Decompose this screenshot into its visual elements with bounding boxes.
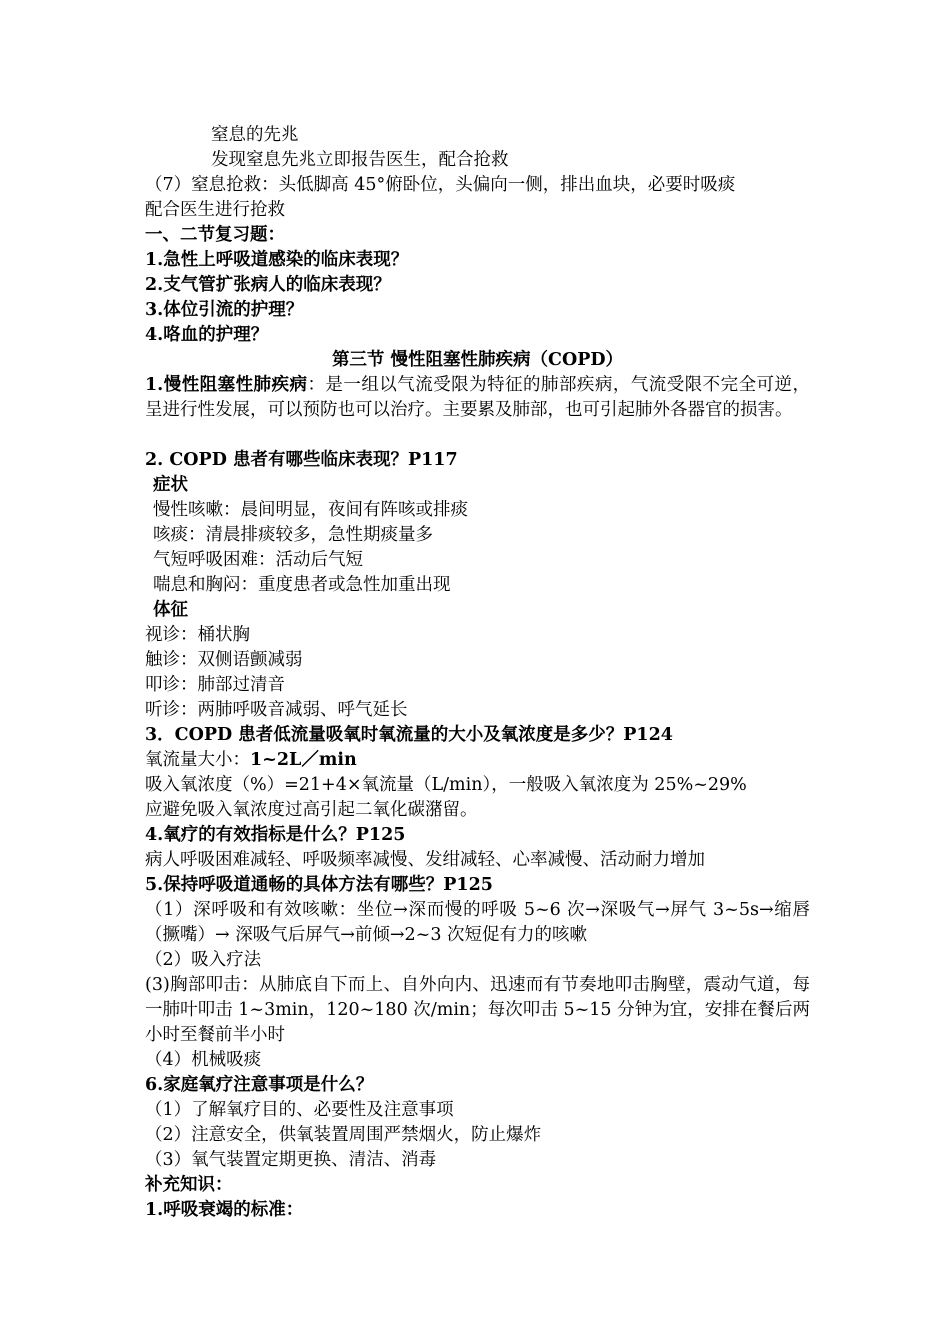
question-heading: 2. COPD 患者有哪些临床表现？P117 bbox=[145, 450, 458, 470]
text-line: 吸入氧浓度（%）=21+4×氧流量（L/min），一般吸入氧浓度为 25%~29% bbox=[145, 775, 747, 795]
sign-item: 视诊：桶状胸 bbox=[145, 625, 250, 645]
symptom-item: 咳痰：清晨排痰较多，急性期痰量多 bbox=[153, 525, 433, 545]
answer-line: （2）吸入疗法 bbox=[145, 950, 262, 970]
symptom-item: 慢性咳嗽：晨间明显，夜间有阵咳或排痰 bbox=[153, 500, 468, 520]
answer-line: 病人呼吸困难减轻、呼吸频率减慢、发绀减轻、心率减慢、活动耐力增加 bbox=[145, 850, 705, 870]
sign-item: 叩诊：肺部过清音 bbox=[145, 675, 285, 695]
flow-label: 氧流量大小： bbox=[145, 750, 250, 770]
review-question: 3.体位引流的护理？ bbox=[145, 300, 304, 320]
answer-paragraph: （1）深呼吸和有效咳嗽：坐位→深而慢的呼吸 5~6 次→深吸气→屏气 3~5s→缩唇（撅嘴）→ 深吸气后屏气→前倾→2~3 次短促有力的咳嗽 bbox=[145, 900, 810, 945]
symptom-item: 气短呼吸困难：活动后气短 bbox=[153, 550, 363, 570]
answer-line: （3）氧气装置定期更换、清洁、消毒 bbox=[145, 1150, 437, 1170]
question-heading: 6.家庭氧疗注意事项是什么？ bbox=[145, 1075, 374, 1095]
text-line: 配合医生进行抢救 bbox=[145, 200, 285, 220]
review-question: 2.支气管扩张病人的临床表现？ bbox=[145, 275, 391, 295]
oxygen-flow-line bbox=[145, 748, 810, 773]
review-question: 4.咯血的护理？ bbox=[145, 325, 269, 345]
answer-line: （4）机械吸痰 bbox=[145, 1050, 262, 1070]
definition-text: ：是一组以气流受限为特征的肺部疾病，气流受限不完全可逆，呈进行性发展，可以预防也可以治疗。主要累及肺部，也可引起肺外各器官的损害。 bbox=[145, 375, 810, 420]
answer-line: （2）注意安全，供氧装置周围严禁烟火，防止爆炸 bbox=[145, 1125, 542, 1145]
answer-line: （1）了解氧疗目的、必要性及注意事项 bbox=[145, 1100, 454, 1120]
text-line: 窒息的先兆 bbox=[211, 125, 299, 145]
supplement-heading: 补充知识： bbox=[145, 1175, 233, 1195]
symptom-item: 喘息和胸闷：重度患者或急性加重出现 bbox=[153, 575, 451, 595]
subheading-symptoms: 症状 bbox=[153, 475, 188, 495]
subheading-signs: 体征 bbox=[153, 600, 188, 620]
definition-term: 1.慢性阻塞性肺疾病 bbox=[145, 375, 308, 395]
document-body bbox=[145, 123, 810, 1223]
review-question: 1.急性上呼吸道感染的临床表现？ bbox=[145, 250, 409, 270]
question-heading: 3．COPD 患者低流量吸氧时氧流量的大小及氧浓度是多少？P124 bbox=[145, 725, 673, 745]
sign-item: 触诊：双侧语颤减弱 bbox=[145, 650, 303, 670]
sign-item: 听诊：两肺呼吸音减弱、呼气延长 bbox=[145, 700, 408, 720]
section-title: 第三节 慢性阻塞性肺疾病（COPD） bbox=[331, 350, 624, 370]
question-heading: 4.氧疗的有效指标是什么？P125 bbox=[145, 825, 406, 845]
review-heading: 一、二节复习题： bbox=[145, 225, 285, 245]
copd-definition bbox=[145, 373, 810, 448]
flow-value: 1~2L／min bbox=[250, 750, 357, 770]
text-line: 发现窒息先兆立即报告医生，配合抢救 bbox=[211, 150, 509, 170]
answer-paragraph: (3)胸部叩击：从肺底自下而上、自外向内、迅速而有节奏地叩击胸壁，震动气道，每一肺叶叩击 1~3min，120~180 次/min；每次叩击 5~15 分钟为宜，安排在餐后两小时至餐前半小时 bbox=[145, 975, 810, 1045]
supplement-item: 1.呼吸衰竭的标准： bbox=[145, 1200, 304, 1220]
text-line: （7）窒息抢救：头低脚高 45°俯卧位，头偏向一侧，排出血块，必要时吸痰 bbox=[145, 175, 736, 195]
text-line: 应避免吸入氧浓度过高引起二氧化碳潴留。 bbox=[145, 800, 478, 820]
question-heading: 5.保持呼吸道通畅的具体方法有哪些？P125 bbox=[145, 875, 493, 895]
